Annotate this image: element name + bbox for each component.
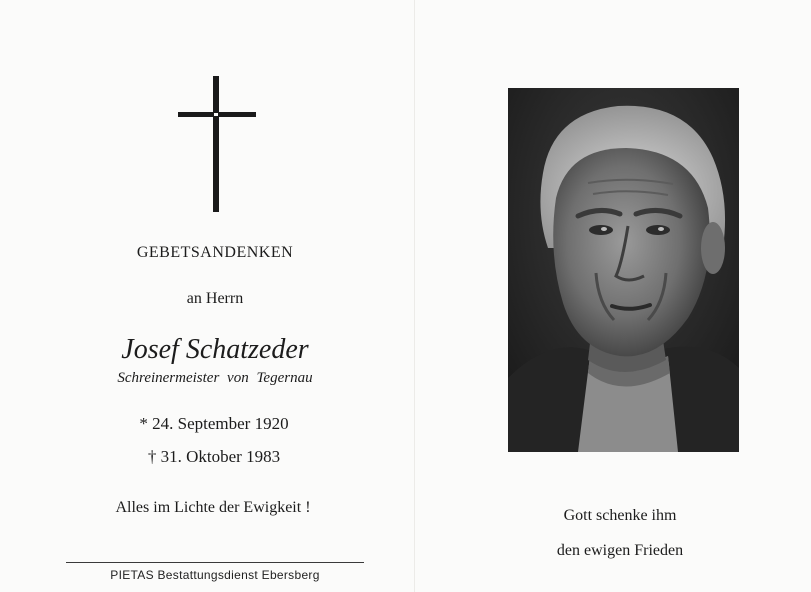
occupation: Schreinermeister von Tegernau: [117, 370, 313, 386]
card-heading: GEBETSANDENKEN: [136, 244, 294, 261]
verse-line-1: Gott schenke ihm: [563, 507, 677, 524]
death-date: † 31. Oktober 1983: [147, 447, 281, 466]
footer-divider: [66, 562, 364, 563]
motto: Alles im Lichte der Ewigkeit !: [115, 499, 311, 516]
funeral-home: PIETAS Bestattungsdienst Ebersberg: [110, 568, 320, 582]
portrait-photo: [508, 88, 739, 452]
cross-icon: [178, 76, 256, 212]
deceased-name: Josef Schatzeder: [121, 334, 309, 365]
verse-line-2: den ewigen Frieden: [556, 542, 684, 559]
birth-date: * 24. September 1920: [139, 414, 289, 433]
addressed-to: an Herrn: [186, 290, 244, 307]
